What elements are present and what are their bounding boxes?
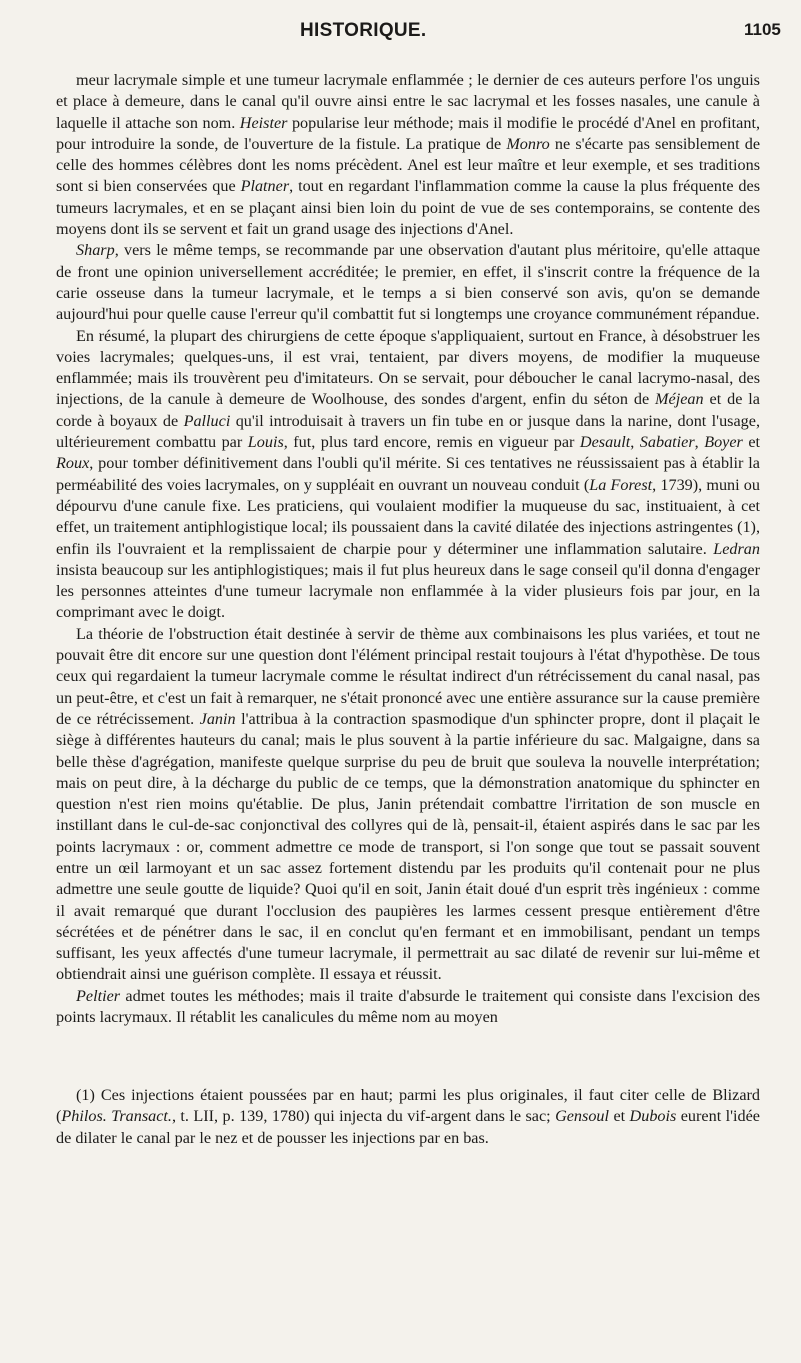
text-run: , t. LII, p. 139, 1780) qui injecta du vif-argent dans le sac; (171, 1107, 556, 1126)
page-header (0, 0, 801, 60)
text-run: , (630, 433, 640, 452)
text-run: l'attribua à la contraction spasmodique d'un sphincter propre, dont il plaçait le siège à différentes hauteurs du canal; mais le plus souvent à la partie inférieure du sac. Malgaigne, dans sa belle thèse d'agrégation, manifeste quelque surprise du peu de bruit que souleva la nouvelle interprétation; mais on peut dire, à la décharge du public de ce temps, que la démonstration anatomique du sphincter en question n'est rien moins qu'établie. De plus, Janin prétendait combattre l'irritation de son muscle en instillant dans le cul-de-sac conjonctival des collyres qui de là, pensait-il, étaient aspirés dans le sac par les points lacrymaux : or, comment admettre ce mode de transport, si l'on songe que tout se passait souvent entre un œil larmoyant et un sac assez fortement distendu par les produits qu'il contenait pour ne plus admettre une seule goutte de liquide? Quoi qu'il en soit, Janin était doué d'un esprit très ingénieux : comme il avait remarqué que durant l'occlusion des paupières les larmes cessent presque entièrement d'être sécrétées et de pénétrer dans le sac, il en conclut qu'en fermant et en immobilisant, pendant un temps suffisant, les yeux affectés d'une tumeur lacrymale, il permettrait au sac dilaté de revenir sur lui-même et obtiendrait ainsi une guérison complète. Il essaya et réussit. (56, 709, 760, 984)
italic-text-run: Sharp (76, 241, 115, 260)
text-run: En résumé, la plupart des chirurgiens de cette époque s'appliquaient, surtout en France, à désobstruer les voies lacrymales; quelques-uns, il est vrai, tentaient, par divers moyens, de modifier la muqueuse enflammée; mais ils trouvèrent peu d'imitateurs. On se servait, pour déboucher le canal lacrymo-nasal, des injections, de la canule à demeure de Woolhouse, des sondes d'argent, enfin du séton de (56, 326, 760, 409)
text-run: et de la corde à boyaux de (56, 390, 760, 430)
italic-text-run: Palluci (183, 411, 231, 430)
text-run: , (694, 433, 705, 452)
text-run: et (609, 1107, 630, 1126)
text-run: qu'il introduisait à travers un fin tube en or jusque dans la narine, dont l'usage, ultérieurement combattu par (56, 411, 760, 452)
italic-text-run: Philos. Transact. (61, 1107, 172, 1126)
italic-text-run: Dubois (629, 1107, 677, 1126)
italic-text-run: Heister (239, 113, 288, 132)
footnote (56, 1085, 760, 1149)
italic-text-run: Janin (199, 709, 236, 728)
page-number: 1105 (744, 20, 781, 39)
paragraph (56, 326, 760, 624)
italic-text-run: Desault (579, 433, 631, 452)
italic-text-run: Ledran (713, 539, 760, 558)
text-run: admet toutes les méthodes; mais il traite d'absurde le traitement qui consiste dans l'excision des points lacrymaux. Il rétablit les canalicules du même nom au moyen (56, 986, 760, 1027)
italic-text-run: Louis (247, 433, 284, 452)
text-run: , tout en regardant l'inflammation comme la cause la plus fréquente des tumeurs lacrymales, et en se plaçant ainsi bien loin du point de vue de ses contemporains, se contente des moyens dont ils se servent et fait un grand usage des injections d'Anel. (56, 177, 760, 239)
text-run: , pour tomber définitivement dans l'oubli qu'il mérite. Si ces tentatives ne réussissaient pas à établir la perméabilité des voies lacrymales, on y suppléait en ouvrant un nouveau conduit ( (56, 454, 760, 494)
italic-text-run: Sabatier (639, 433, 695, 452)
text-run: , fut, plus tard encore, remis en vigueur par (283, 433, 580, 452)
italic-text-run: Boyer (704, 433, 743, 452)
text-run: ne s'écarte pas sensiblement de celle des hommes célèbres dont les noms précèdent. Anel est leur maître et leur exemple, et ses traditions sont si bien conservées que (56, 134, 760, 196)
italic-text-run: La Forest (589, 475, 653, 494)
text-run: insista beaucoup sur les antiphlogistiques; mais il fut plus heureux dans le sage conseil qu'il donna d'engager les personnes atteintes d'une tumeur lacrymale non enflammée à la vider plusieurs fois par jour, en la comprimant avec le doigt. (56, 560, 760, 622)
italic-text-run: Platner (240, 177, 290, 196)
italic-text-run: Méjean (655, 390, 704, 409)
italic-text-run: Gensoul (555, 1107, 610, 1126)
text-run: , vers le même temps, se recommande par une observation d'autant plus méritoire, qu'elle attaque de front une opinion universellement accréditée; le premier, en effet, il s'inscrit contre la fréquence de la carie osseuse dans la tumeur lacrymale, et le temps a si bien conservé son avis, qu'on se demande aujourd'hui pour quelle cause l'erreur qu'il combattit fut si longtemps une croyance communément répandue. (56, 241, 760, 324)
text-run: et (742, 433, 761, 452)
text-run: (1) Ces injections étaient poussées par en haut; parmi les plus originales, il faut citer celle de Blizard ( (56, 1086, 760, 1126)
italic-text-run: Monro (506, 134, 550, 153)
body-text (56, 70, 760, 1028)
paragraph (56, 240, 760, 325)
running-title: HISTORIQUE. (300, 20, 427, 41)
text-run: popularise leur méthode; mais il modifie le procédé d'Anel en profitant, pour introduire la sonde, de l'ouverture de la fistule. La pratique de (56, 113, 760, 153)
paragraph (56, 986, 760, 1029)
italic-text-run: Roux (56, 454, 90, 473)
italic-text-run: Peltier (76, 986, 121, 1005)
footnote-block (56, 1085, 760, 1149)
text-run: La théorie de l'obstruction était destinée à servir de thème aux combinaisons les plus variées, et tout ne pouvait être dit encore sur une question dont l'élément principal restait toujours à l'état d'hypothèse. De tous ceux qui regardaient la tumeur lacrymale comme le résultat indirect d'un rétrécissement du canal nasal, pas un peut-être, et c'est un fait à remarquer, ne s'était prononcé avec une entière assurance sur la cause première de ce rétrécissement. (56, 624, 760, 728)
paragraph (56, 70, 760, 240)
text-run: meur lacrymale simple et une tumeur lacrymale enflammée ; le dernier de ces auteurs perfore l'os unguis et place à demeure, dans le canal qu'il ouvre ainsi entre le sac lacrymal et les fosses nasales, une canule à laquelle il attache son nom. (56, 71, 760, 132)
paragraph (56, 624, 760, 986)
text-run: eurent l'idée de dilater le canal par le nez et de pousser les injections par en bas. (56, 1107, 760, 1147)
text-run: , 1739), muni ou dépourvu d'une canule fixe. Les praticiens, qui voulaient modifier la muqueuse du sac, instituaient, à cet effet, un traitement antiphlogistique local; ils poussaient dans la cavité dilatée des injections astringentes (1), enfin ils l'ouvraient et la remplissaient de charpie pour y déterminer une inflammation salutaire. (56, 475, 760, 558)
